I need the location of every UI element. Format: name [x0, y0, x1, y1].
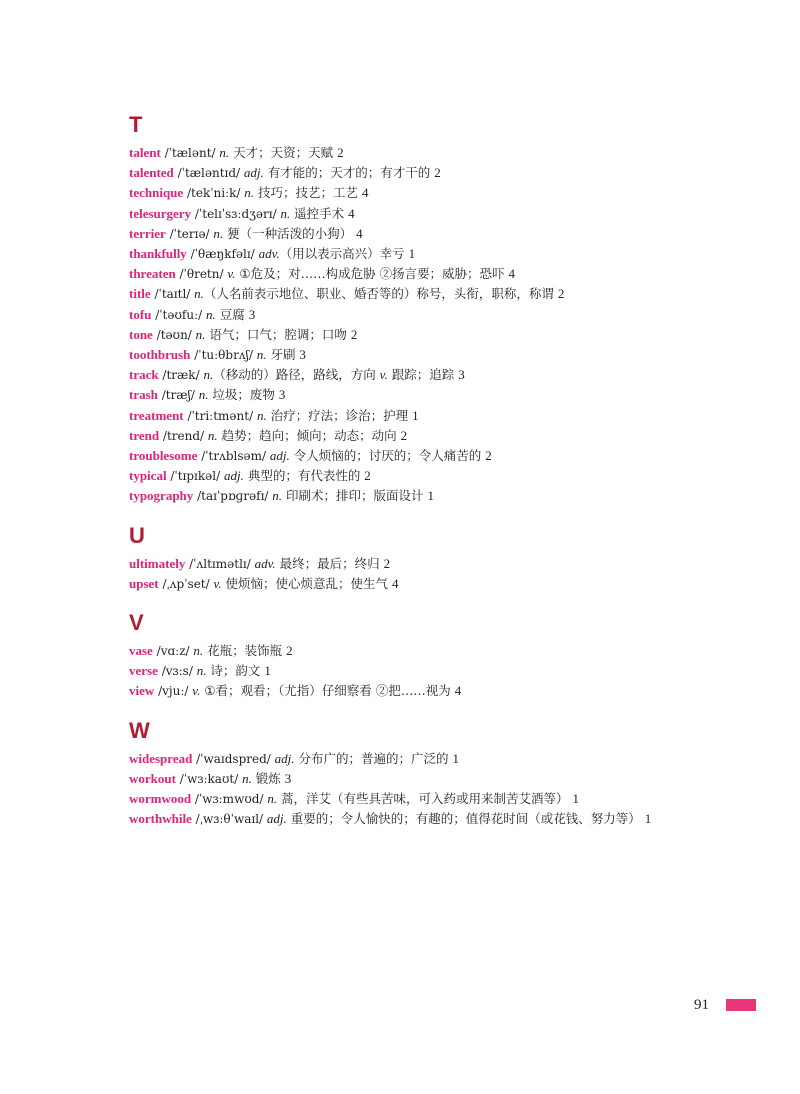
entry-headword: treatment — [129, 407, 184, 423]
glossary-entry — [129, 305, 674, 325]
glossary-entry — [129, 486, 674, 506]
glossary — [129, 112, 674, 845]
glossary-entry — [129, 183, 674, 203]
entry-part-of-speech: adj. — [243, 165, 264, 181]
entry-definition: 诗；韵文 — [206, 663, 265, 679]
entry-definition: 典型的；有代表性的 — [243, 468, 365, 484]
entry-definition: （用以表示高兴）幸亏 — [279, 246, 409, 262]
glossary-entry — [129, 426, 674, 446]
entry-unit-number: 3 — [458, 367, 465, 383]
entry-headword: track — [129, 367, 159, 383]
glossary-entry — [129, 143, 674, 163]
glossary-entry — [129, 163, 674, 183]
entry-definition: 分布广的；普遍的；广泛的 — [294, 750, 453, 766]
entry-unit-number: 3 — [299, 347, 306, 363]
entry-part-of-speech: n. — [272, 488, 283, 504]
entry-definition: 遥控手术 — [290, 205, 349, 221]
entry-part-of-speech: n. — [280, 205, 291, 221]
entry-unit-number: 3 — [248, 306, 256, 322]
entry-headword: typical — [129, 468, 167, 484]
entry-unit-number: 2 — [383, 555, 391, 571]
entry-definition: ①危及；对……构成危胁 ②扬言要；威胁；恐吓 — [235, 266, 509, 282]
entry-phonetic: /ˈtriːtmənt/ — [183, 408, 257, 423]
entry-unit-number: 4 — [454, 683, 462, 699]
entry-headword: trend — [129, 427, 160, 443]
entry-phonetic: /træʃ/ — [157, 388, 199, 403]
entry-definition: 牙刷 — [266, 347, 300, 363]
glossary-entry — [129, 264, 674, 284]
entry-headword: threaten — [129, 266, 176, 282]
entry-headword: ultimately — [129, 555, 186, 571]
entry-phonetic: /ˈθæŋkfəlɪ/ — [186, 247, 259, 262]
entry-unit-number: 1 — [264, 663, 271, 679]
entry-part-of-speech: v. — [192, 683, 201, 699]
entry-unit-number: 2 — [557, 286, 565, 302]
glossary-entry — [129, 574, 674, 594]
entry-headword: title — [129, 286, 151, 302]
section-letter-heading: W — [129, 717, 150, 743]
entry-headword: thankfully — [129, 246, 187, 262]
entry-definition: 最终；最后；终归 — [275, 555, 384, 571]
entry-part-of-speech: n. — [207, 427, 218, 443]
entry-part-of-speech: adj. — [269, 448, 290, 464]
entry-unit-number: 1 — [408, 246, 416, 262]
entry-phonetic: /ˈwɜːkaʊt/ — [175, 771, 243, 786]
entry-part-of-speech-2: v. — [379, 367, 388, 383]
entry-headword: vase — [129, 643, 153, 659]
entry-phonetic: /trend/ — [159, 428, 208, 443]
page-marker-bar — [726, 999, 756, 1011]
entry-part-of-speech: v. — [227, 266, 236, 282]
entry-unit-number: 4 — [356, 225, 363, 241]
entry-phonetic: /ˈθretn/ — [175, 267, 228, 282]
section-letter-heading: U — [129, 522, 145, 548]
entry-unit-number: 1 — [452, 750, 459, 766]
glossary-entry — [129, 789, 674, 809]
entry-unit-number: 4 — [348, 205, 355, 221]
entry-phonetic: /vɜːs/ — [157, 664, 197, 679]
entry-unit-number: 2 — [350, 326, 358, 342]
entry-definition: 治疗；疗法；诊治；护理 — [266, 407, 413, 423]
entry-part-of-speech: n. — [195, 326, 206, 342]
glossary-entry — [129, 809, 674, 829]
entry-headword: talented — [129, 165, 174, 181]
entry-headword: typography — [129, 488, 194, 504]
entry-phonetic: /ˌʌpˈset/ — [158, 576, 214, 591]
entry-part-of-speech: n. — [193, 643, 204, 659]
entry-unit-number: 2 — [286, 643, 293, 659]
entry-part-of-speech: n. — [219, 145, 230, 160]
entry-unit-number: 2 — [400, 427, 408, 443]
entry-definition: 重要的；令人愉快的；有趣的；值得花时间（或花钱、努力等） — [286, 811, 645, 827]
entry-phonetic: /vɑːz/ — [152, 644, 194, 659]
page-number: 91 — [694, 997, 709, 1013]
glossary-section-u — [129, 523, 674, 594]
entry-headword: terrier — [129, 225, 166, 241]
entry-part-of-speech: n. — [256, 407, 267, 423]
entry-phonetic: /ˈwɜːmwʊd/ — [191, 792, 268, 807]
glossary-entry — [129, 406, 674, 426]
entry-headword: troublesome — [129, 448, 198, 464]
entry-headword: view — [129, 683, 155, 699]
entry-definition: 趋势；趋向；倾向；动态；动向 — [217, 427, 401, 443]
entry-unit-number: 2 — [337, 145, 344, 160]
glossary-entry — [129, 749, 674, 769]
entry-definition: 有才能的；天才的；有才干的 — [263, 165, 435, 181]
entry-phonetic: /ˌwɜːθˈwaɪl/ — [191, 812, 267, 827]
entry-headword: talent — [129, 145, 161, 160]
entry-definition: 豆腐 — [215, 306, 249, 322]
glossary-entry — [129, 365, 674, 385]
entry-part-of-speech: adj. — [223, 468, 244, 484]
entry-unit-number: 1 — [412, 407, 419, 423]
entry-headword: workout — [129, 770, 176, 786]
entry-definition: ①看；观看；（尤指）仔细察看 ②把……视为 — [200, 683, 455, 699]
entry-unit-number: 2 — [485, 448, 492, 464]
glossary-section-w — [129, 718, 674, 830]
entry-unit-number: 4 — [508, 266, 516, 282]
entry-part-of-speech: adj. — [266, 811, 287, 827]
entry-phonetic: /træk/ — [158, 368, 204, 383]
entry-unit-number: 1 — [644, 811, 652, 827]
entry-headword: telesurgery — [129, 205, 192, 221]
glossary-entry — [129, 466, 674, 486]
entry-phonetic: /ˈtuːθbrʌʃ/ — [190, 348, 257, 363]
entry-definition: 使烦恼；使心烦意乱；使生气 — [221, 575, 392, 591]
entry-headword: verse — [129, 663, 158, 679]
entry-part-of-speech: n. — [256, 347, 267, 363]
glossary-entry — [129, 385, 674, 405]
glossary-entry — [129, 446, 674, 466]
glossary-entry — [129, 554, 674, 574]
glossary-entry — [129, 345, 674, 365]
glossary-section-t — [129, 112, 674, 507]
entry-unit-number: 4 — [392, 575, 399, 591]
entry-headword: worthwhile — [129, 811, 192, 827]
entry-part-of-speech: n. — [213, 225, 224, 241]
entry-part-of-speech: n. — [194, 286, 204, 302]
entry-part-of-speech: n. — [205, 306, 216, 322]
entry-part-of-speech: adj. — [274, 750, 295, 766]
entry-definition: 垃圾；废物 — [208, 387, 279, 403]
entry-phonetic: /ˈwaɪdspred/ — [192, 751, 275, 766]
entry-phonetic: /ˈtælənt/ — [160, 146, 220, 160]
entry-definition-2: 跟踪；追踪 — [387, 367, 459, 383]
entry-phonetic: /ˈtelɪˈsɜːdʒərɪ/ — [191, 206, 281, 221]
glossary-entry — [129, 244, 674, 264]
entry-definition: 技巧；技艺；工艺 — [254, 185, 362, 201]
entry-part-of-speech: n. — [196, 663, 207, 679]
glossary-entry — [129, 224, 674, 244]
entry-phonetic: /ˈtrʌblsəm/ — [197, 449, 270, 464]
entry-part-of-speech: n. — [242, 770, 252, 786]
entry-phonetic: /ˈtəʊfuː/ — [151, 307, 206, 322]
entry-phonetic: /ˈʌltɪmətlɪ/ — [185, 556, 255, 571]
entry-part-of-speech: v. — [213, 575, 222, 591]
glossary-entry — [129, 204, 674, 224]
section-letter-heading: T — [129, 112, 143, 137]
entry-headword: tofu — [129, 306, 152, 322]
entry-definition: （移动的）路径，路线，方向 — [213, 367, 380, 383]
entry-part-of-speech: adv. — [254, 555, 276, 571]
entry-phonetic: /ˈtaɪtl/ — [150, 287, 195, 302]
entry-headword: toothbrush — [129, 347, 191, 363]
entry-phonetic: /taɪˈpɒɡrəfɪ/ — [193, 489, 273, 504]
entry-part-of-speech: n. — [198, 387, 209, 403]
glossary-section-v — [129, 610, 674, 702]
glossary-entry — [129, 641, 674, 661]
entry-definition: 语气；口气；腔调；口吻 — [205, 326, 351, 342]
entry-part-of-speech: n. — [203, 367, 214, 383]
entry-headword: technique — [129, 185, 184, 201]
glossary-entry — [129, 681, 674, 701]
entry-definition: 蒿，洋艾（有些具苦味，可入药或用来制苦艾酒等） — [277, 791, 573, 807]
entry-headword: upset — [129, 575, 159, 591]
glossary-entry — [129, 284, 674, 304]
entry-part-of-speech: adv. — [258, 246, 280, 262]
entry-unit-number: 1 — [572, 791, 580, 807]
entry-part-of-speech: n. — [267, 791, 278, 807]
entry-phonetic: /ˈterɪə/ — [165, 226, 214, 241]
entry-unit-number: 3 — [278, 387, 286, 403]
entry-headword: tone — [129, 326, 153, 342]
entry-unit-number: 3 — [284, 770, 292, 786]
entry-unit-number: 4 — [361, 185, 369, 201]
entry-headword: wormwood — [129, 791, 192, 807]
entry-phonetic: /ˈtɪpɪkəl/ — [166, 469, 224, 484]
entry-phonetic: /təʊn/ — [152, 327, 196, 342]
entry-definition: 天才；天资；天赋 — [229, 145, 338, 160]
entry-unit-number: 2 — [434, 165, 441, 181]
entry-headword: widespread — [129, 750, 193, 766]
entry-headword: trash — [129, 387, 158, 403]
entry-definition: 令人烦恼的；讨厌的；令人痛苦的 — [289, 448, 486, 464]
entry-unit-number: 1 — [427, 488, 434, 504]
entry-unit-number: 2 — [364, 468, 371, 484]
entry-definition: 花瓶；装饰瓶 — [203, 643, 287, 659]
entry-definition: 印刷术；排印；版面设计 — [282, 488, 428, 504]
entry-definition: 锻炼 — [251, 770, 285, 786]
glossary-entry — [129, 661, 674, 681]
entry-phonetic: /tekˈniːk/ — [183, 186, 245, 201]
section-letter-heading: V — [129, 610, 144, 636]
glossary-entry — [129, 325, 674, 345]
entry-definition: 㹴（一种活泼的小狗） — [223, 225, 357, 241]
entry-part-of-speech: n. — [244, 185, 255, 201]
glossary-entry — [129, 769, 674, 789]
entry-definition: （人名前表示地位、职业、婚否等的）称号，头衔，职称，称谓 — [203, 286, 558, 302]
entry-phonetic: /ˈtæləntɪd/ — [173, 166, 244, 181]
entry-phonetic: /vjuː/ — [154, 684, 193, 699]
